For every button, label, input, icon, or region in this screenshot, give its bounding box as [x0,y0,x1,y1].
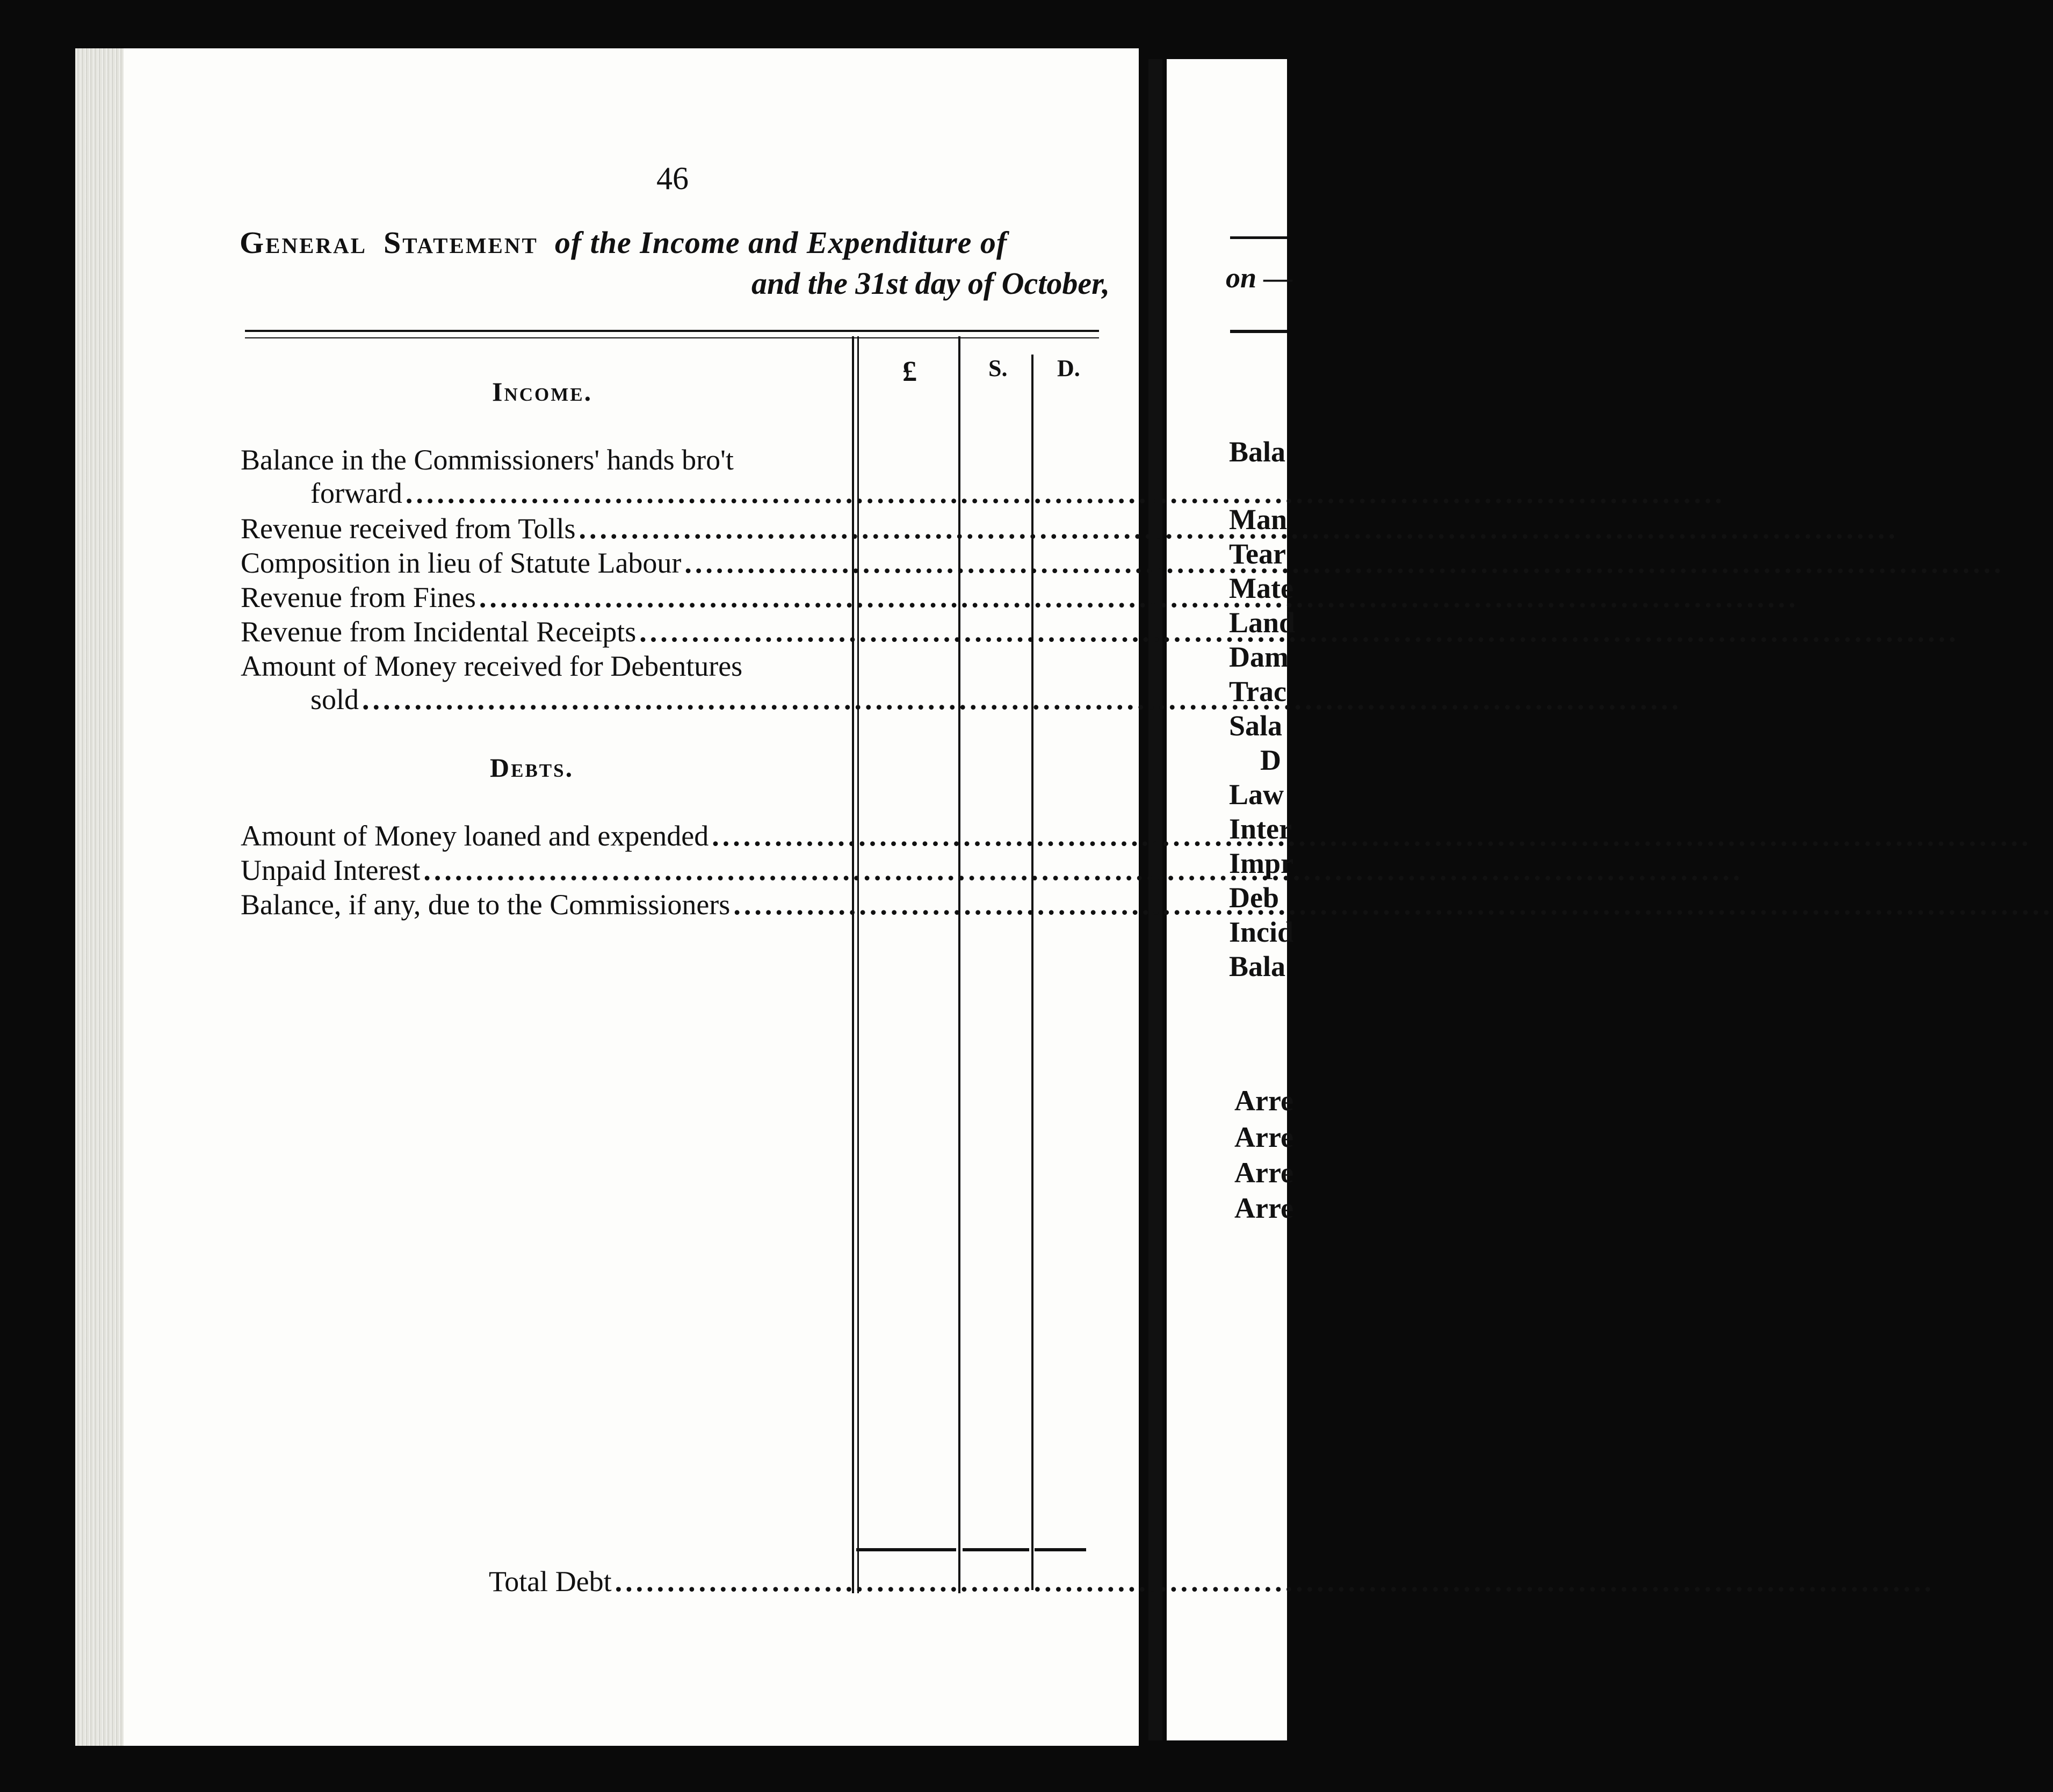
income-row-balance [241,443,845,477]
dot-leader [423,853,1743,887]
total-rule-shillings [963,1548,1029,1551]
page-edge-stack [75,48,124,1746]
income-row-debentures-cont [310,682,845,717]
debts-heading: Debts. [490,753,574,783]
facing-item: Impr [1229,847,1293,879]
income-heading: Income. [492,377,593,407]
row-label: Composition in lieu of Statute Labour [241,547,682,579]
facing-item: Arre [1234,1121,1293,1153]
facing-rule-double [1230,330,1287,333]
income-row-incidental [241,615,845,649]
column-head-pence: D. [1057,355,1080,381]
dot-leader [684,546,2004,580]
facing-header-fragment: on — [1226,262,1293,294]
facing-item: Inter [1229,813,1292,845]
income-row-tolls [241,511,845,546]
dot-leader [712,819,2032,853]
income-row-debentures [241,649,845,683]
header-double-rule [245,330,1099,338]
row-label: Balance, if any, due to the Commissioners [241,888,731,921]
facing-item: Tear [1229,538,1286,570]
page-number: 46 [656,161,689,196]
row-label: Revenue from Incidental Receipts [241,616,637,648]
dot-leader [639,615,1959,649]
column-head-pounds: £ [902,355,917,387]
facing-item: Trac [1229,675,1286,707]
row-label: Revenue from Fines [241,581,476,613]
facing-item: D [1260,744,1281,776]
income-row-fines [241,580,845,615]
column-head-shillings: S. [988,355,1008,381]
total-debt-row [489,1564,845,1599]
facing-item: Arre [1234,1085,1293,1117]
facing-item: Bala [1229,950,1286,982]
facing-item: Arre [1234,1192,1293,1224]
facing-item: Bala [1229,436,1286,468]
title-rest: of the Income and Expenditure of [554,225,1008,260]
row-label: forward [310,477,402,509]
row-label: sold [310,683,359,716]
total-rule-pence [1035,1548,1086,1551]
row-label: Amount of Money received for Debentures [241,650,743,682]
debts-row-loaned [241,819,845,853]
facing-item: Arre [1234,1157,1293,1189]
facing-item: Sala [1229,710,1283,742]
dot-leader [479,580,1799,615]
income-row-statute-labour [241,546,845,580]
title-line2-text: and the 31st day of October, [751,266,1110,301]
row-label: Amount of Money loaned and expended [241,820,709,852]
row-label: Balance in the Commissioners' hands bro't [241,444,734,476]
dot-leader [733,887,2053,922]
title-statement: Statement [383,225,538,260]
dot-leader [406,476,1725,510]
statement-title-line1 [240,225,1007,261]
dot-leader [615,1564,1935,1599]
total-rule-pounds [856,1548,956,1551]
statement-title-line2 [751,265,1110,301]
facing-item: Land [1229,606,1296,639]
debts-row-unpaid-interest [241,853,845,887]
title-general: General [240,225,367,260]
row-label: Total Debt [489,1565,612,1598]
facing-item: Incid [1229,916,1294,948]
row-label: Revenue received from Tolls [241,512,576,545]
facing-item: Dam [1229,641,1289,673]
income-row-balance-cont [310,476,845,510]
dot-leader [362,682,1682,717]
facing-item: Law [1229,778,1284,811]
facing-item: Man [1229,503,1287,536]
facing-item: Mate [1229,572,1293,604]
facing-rule-top [1230,236,1287,239]
facing-item: Deb [1229,881,1279,914]
row-label: Unpaid Interest [241,854,421,886]
debts-row-balance-due [241,887,845,922]
